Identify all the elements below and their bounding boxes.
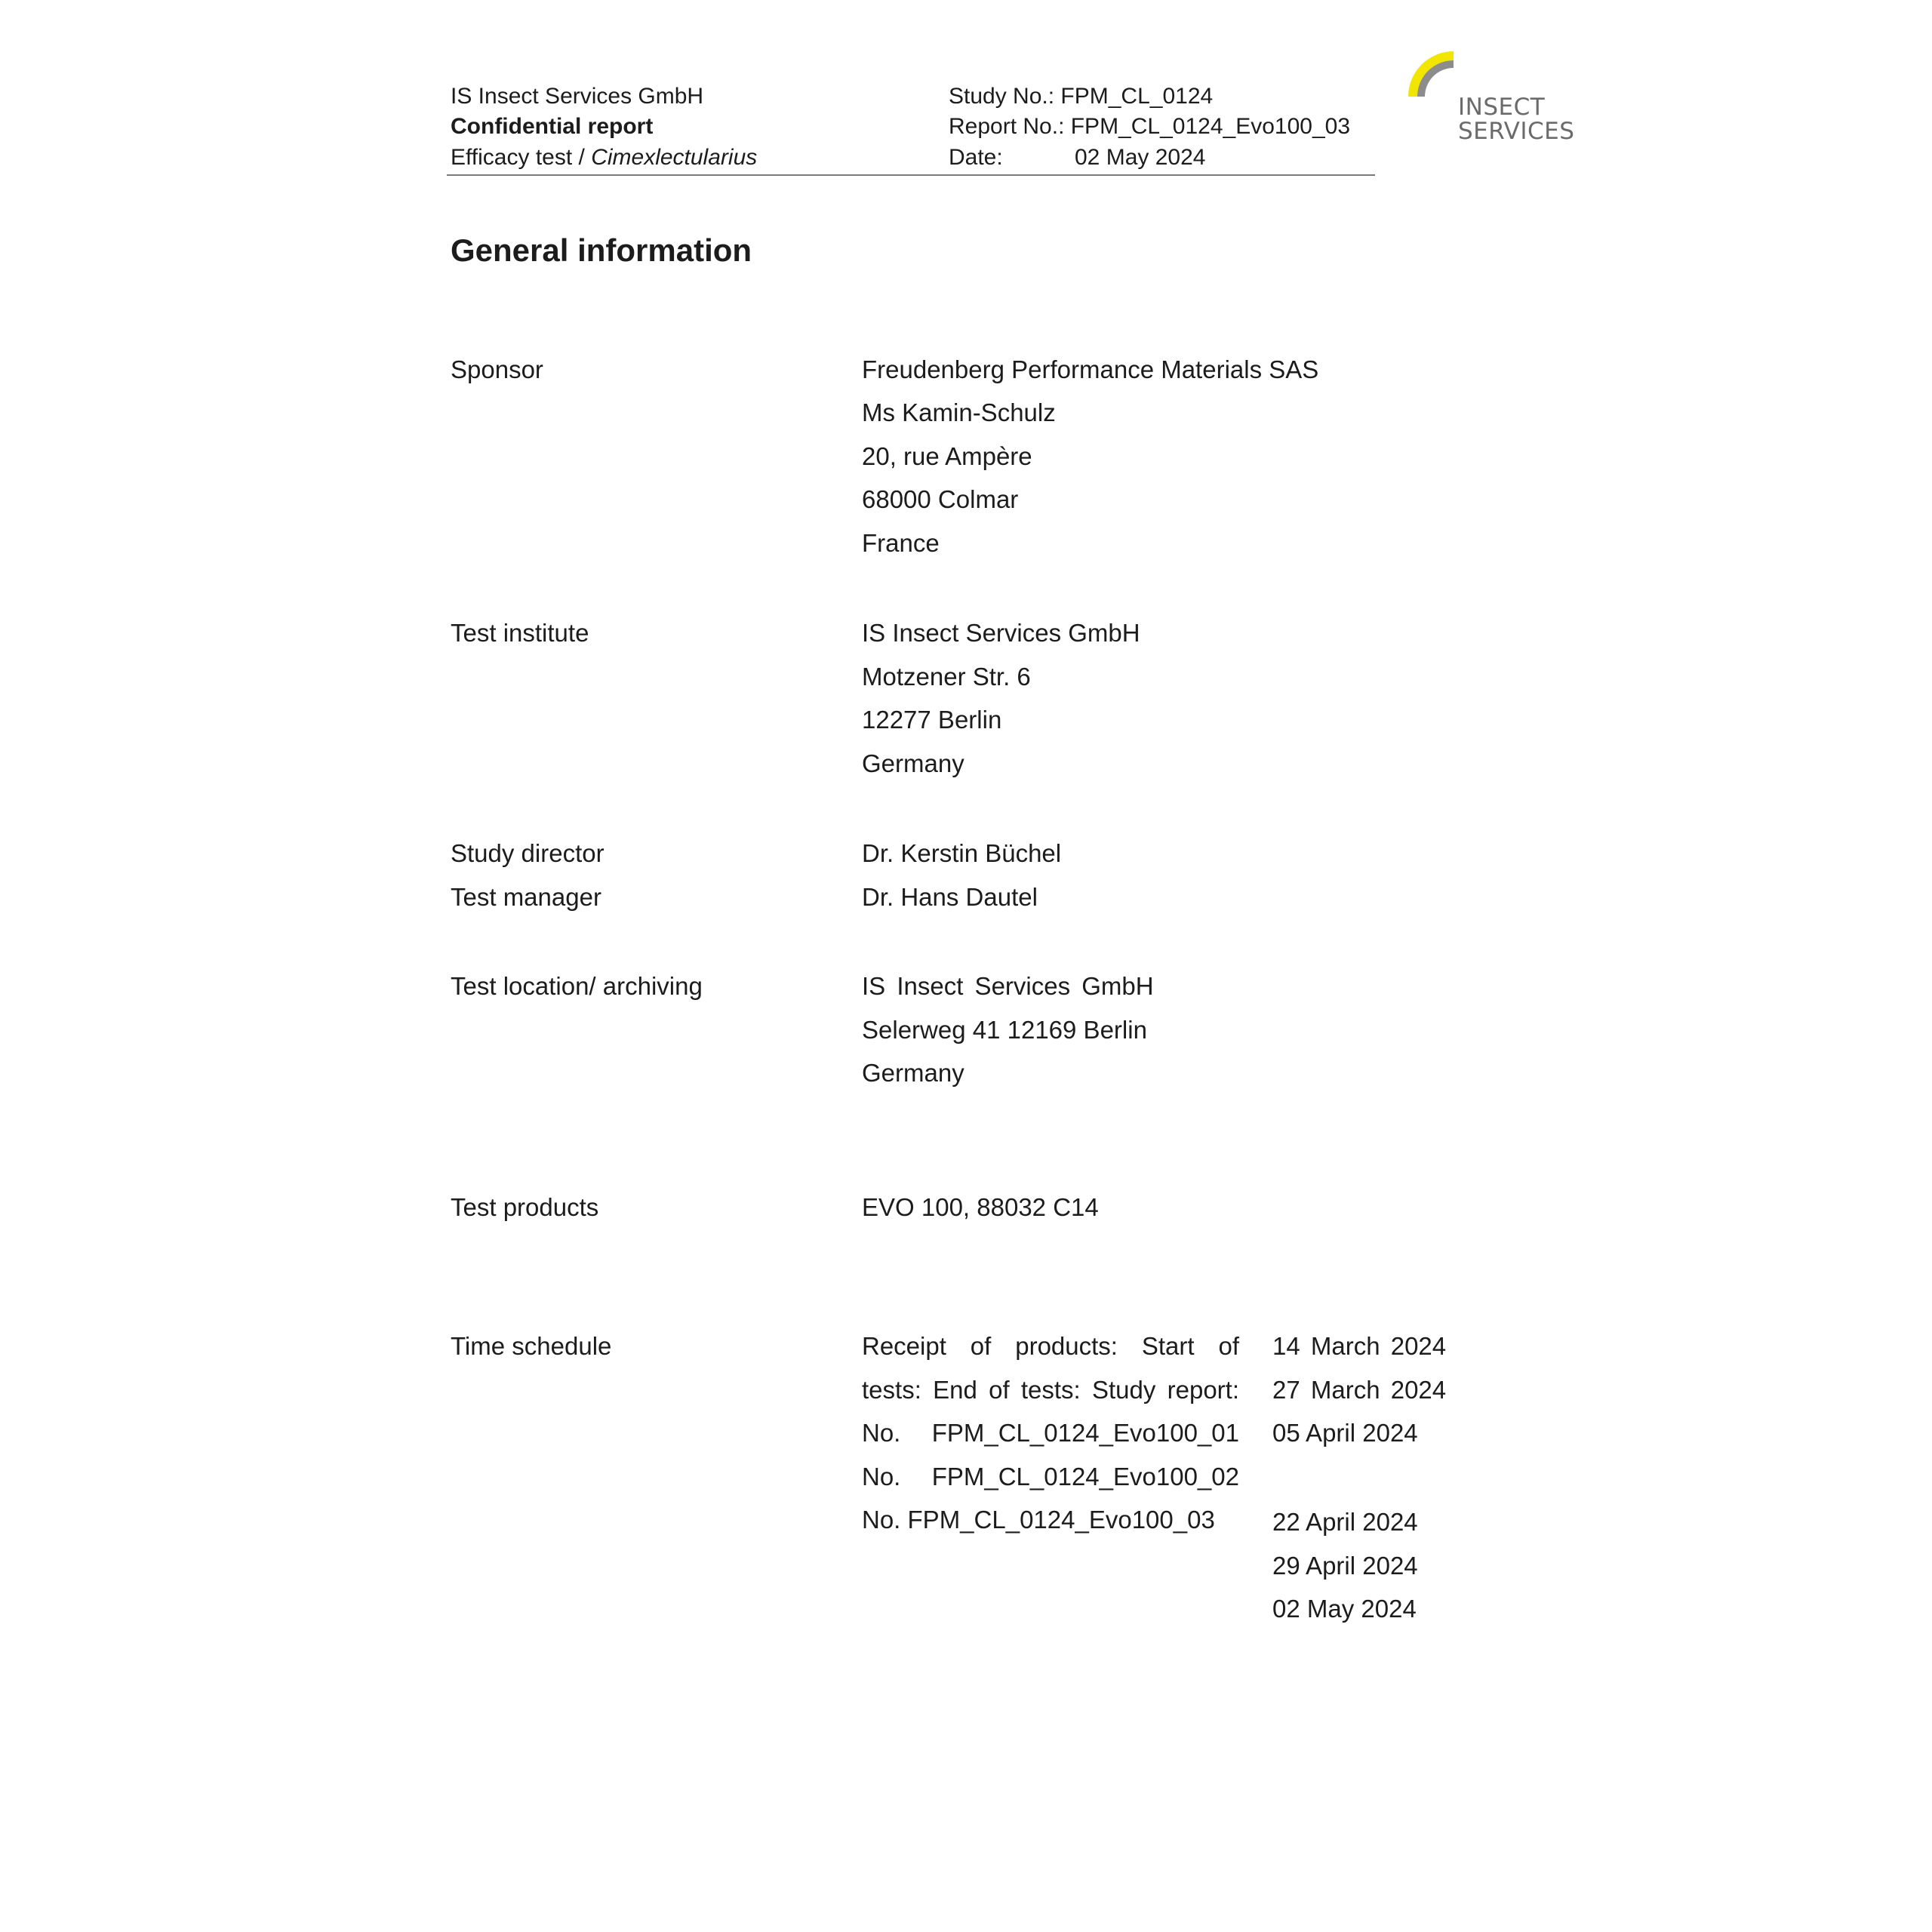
header-date-label: Date: xyxy=(949,145,1003,170)
sponsor-line: 20, rue Ampère xyxy=(862,442,1032,470)
test-location-line: Germany xyxy=(862,1059,964,1087)
header-study-no: Study No.: FPM_CL_0124 xyxy=(949,84,1214,109)
header-rule xyxy=(447,174,1375,176)
logo-text-services: SERVICES xyxy=(1458,118,1575,145)
test-products-value: EVO 100, 88032 C14 xyxy=(862,1193,1099,1221)
test-manager-label: Test manager xyxy=(451,883,601,911)
header-efficacy-prefix: Efficacy test / xyxy=(451,145,592,170)
time-schedule-text-line: Receipt of products: Start of xyxy=(862,1332,1239,1360)
test-products-label: Test products xyxy=(451,1193,599,1221)
time-schedule-text-line: No. FPM_CL_0124_Evo100_03 xyxy=(862,1506,1215,1534)
test-institute-line: Germany xyxy=(862,749,964,777)
time-schedule-text-line: No. FPM_CL_0124_Evo100_01 xyxy=(862,1419,1239,1447)
sponsor-line: Ms Kamin-Schulz xyxy=(862,398,1056,426)
test-location-line: IS Insect Services GmbH xyxy=(862,972,1154,1000)
sponsor-line: Freudenberg Performance Materials SAS xyxy=(862,355,1319,383)
test-institute-label: Test institute xyxy=(451,619,589,647)
time-schedule-label: Time schedule xyxy=(451,1332,612,1360)
time-schedule-date: 02 May 2024 xyxy=(1272,1595,1417,1623)
time-schedule-date: 27 March 2024 xyxy=(1272,1376,1447,1404)
test-institute-line: IS Insect Services GmbH xyxy=(862,619,1140,647)
study-director-value: Dr. Kerstin Büchel xyxy=(862,839,1062,867)
logo-text-insect: INSECT xyxy=(1458,94,1546,121)
time-schedule-text-line: tests: End of tests: Study report: xyxy=(862,1376,1239,1404)
page-title: General information xyxy=(451,232,752,268)
header-company: IS Insect Services GmbH xyxy=(451,84,704,109)
time-schedule-date: 22 April 2024 xyxy=(1272,1508,1418,1536)
time-schedule-date: 14 March 2024 xyxy=(1272,1332,1447,1360)
test-location-line: Selerweg 41 12169 Berlin xyxy=(862,1016,1147,1044)
test-institute-line: 12277 Berlin xyxy=(862,706,1002,734)
test-location-label: Test location/ archiving xyxy=(451,972,703,1000)
time-schedule-date: 29 April 2024 xyxy=(1272,1552,1418,1580)
test-manager-value: Dr. Hans Dautel xyxy=(862,883,1038,911)
header-confidential: Confidential report xyxy=(451,114,654,139)
time-schedule-date: 05 April 2024 xyxy=(1272,1419,1418,1447)
sponsor-line: 68000 Colmar xyxy=(862,485,1019,513)
test-institute-line: Motzener Str. 6 xyxy=(862,663,1031,691)
sponsor-label: Sponsor xyxy=(451,355,543,383)
header-efficacy xyxy=(451,143,757,173)
header-report-no: Report No.: FPM_CL_0124_Evo100_03 xyxy=(949,114,1351,139)
study-director-label: Study director xyxy=(451,839,605,867)
sponsor-line: France xyxy=(862,529,940,557)
header-efficacy-species: Cimexlectularius xyxy=(591,145,758,170)
time-schedule-text-line: No. FPM_CL_0124_Evo100_02 xyxy=(862,1463,1239,1491)
header-date-value: 02 May 2024 xyxy=(1075,145,1206,170)
